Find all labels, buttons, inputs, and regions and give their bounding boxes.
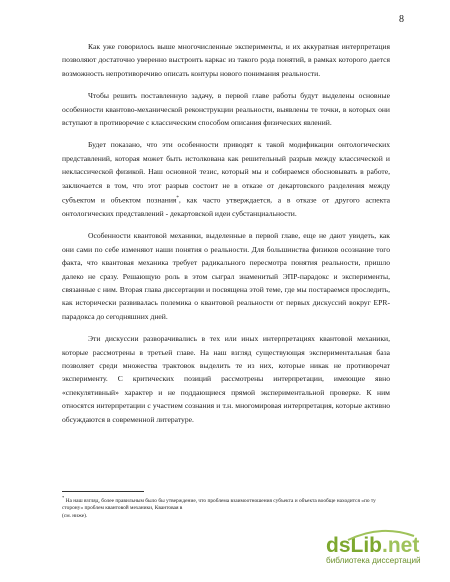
watermark-net: .net (382, 534, 420, 557)
paragraph-4: Особенности квантовой механики, выделенные в первой главе, еще не дают увидеть, как они сами по себе изменяют наши понятия о реальности. Для большинства физиков осознание того факта, что квантовая механика требует радикального пересмотра понятия реальности, пришло далеко не сразу. Решающую роль в этом сыграл знаменитый ЭПР-парадокс и эксперименты, связанные с ним. Вторая глава диссертации и посвящена этой теме, где мы постараемся проследить, как исторически развивалась полемика о квантовой реальности от первых дискуссий вокруг EPR-парадокса до сегодняшних дней. (62, 231, 390, 321)
dslib-watermark-logo[interactable] (326, 534, 444, 574)
footnote-marker: * (62, 495, 65, 500)
footnote (62, 494, 390, 520)
footnote-tail: (см. ниже). (62, 512, 88, 519)
paragraph-1: Как уже говорилось выше многочисленные эксперименты, и их аккуратная интерпретация позволяют достаточно уверенно выстроить каркас из такого рода понятий, в рамках которого дается возможность непротиворечиво описать контуры нового понимания реальности. (62, 42, 390, 78)
watermark-ds: ds (326, 534, 351, 557)
swoosh-icon (346, 528, 416, 542)
footnote-divider (62, 491, 144, 492)
paragraph-3 (62, 138, 390, 220)
paragraph-5: Эти дискуссии разворачивались в тех или иных интерпретациях квантовой механики, которые рассмотрены в третьей главе. На наш взгляд существующая экспериментальная база позволяет среди множества трактовок выделить те из них, которые никак не противоречат эксперименту. С критических позиций рассмотрены интерпретации, имеющие явно «спекулятивный» характер и не поддающиеся прямой экспериментальной проверке. К ним относятся интерпретации с участием сознания и т.н. многомировая интерпретация, которые активно обсуждаются в современной литературе. (62, 334, 390, 424)
footnote-text: На наш взгляд, более правильным было бы утверждение, что проблема взаимоотношения субъекта и объекта вообще находится «по ту сторону» проблем квантовой механики, Квантовая в (62, 497, 376, 512)
page-number: 8 (399, 14, 404, 25)
footnote-reference[interactable]: * (176, 196, 179, 202)
paragraph-3-text-before: Будет показано, что эти особенности приводят к такой модификации онтологических представлений, которая может быть истолкована как решительный разрыв между классической и неклассической физикой. Наш основной тезис, который мы и собираемся обосновывать в работе, заключается в том, что этот разрыв состоит не в отказе от декартовского разделения между субъектом и объектом познания (62, 140, 390, 205)
watermark-lib: Lib (350, 534, 383, 557)
document-body (62, 40, 390, 435)
paragraph-3-text-after: , как часто утверждается, а в отказе от другого аспекта онтологических представлений - декартовской идеи субстанциальности. (62, 195, 390, 218)
paragraph-2: Чтобы решить поставленную задачу, в первой главе работы будут выделены основные особенности квантово-механической реконструкции реальности, выявлены те точки, в которых они вступают в противоречие с классическим способом описания физических явлений. (62, 91, 390, 128)
watermark-subtitle: библиотека диссертаций (326, 556, 421, 565)
